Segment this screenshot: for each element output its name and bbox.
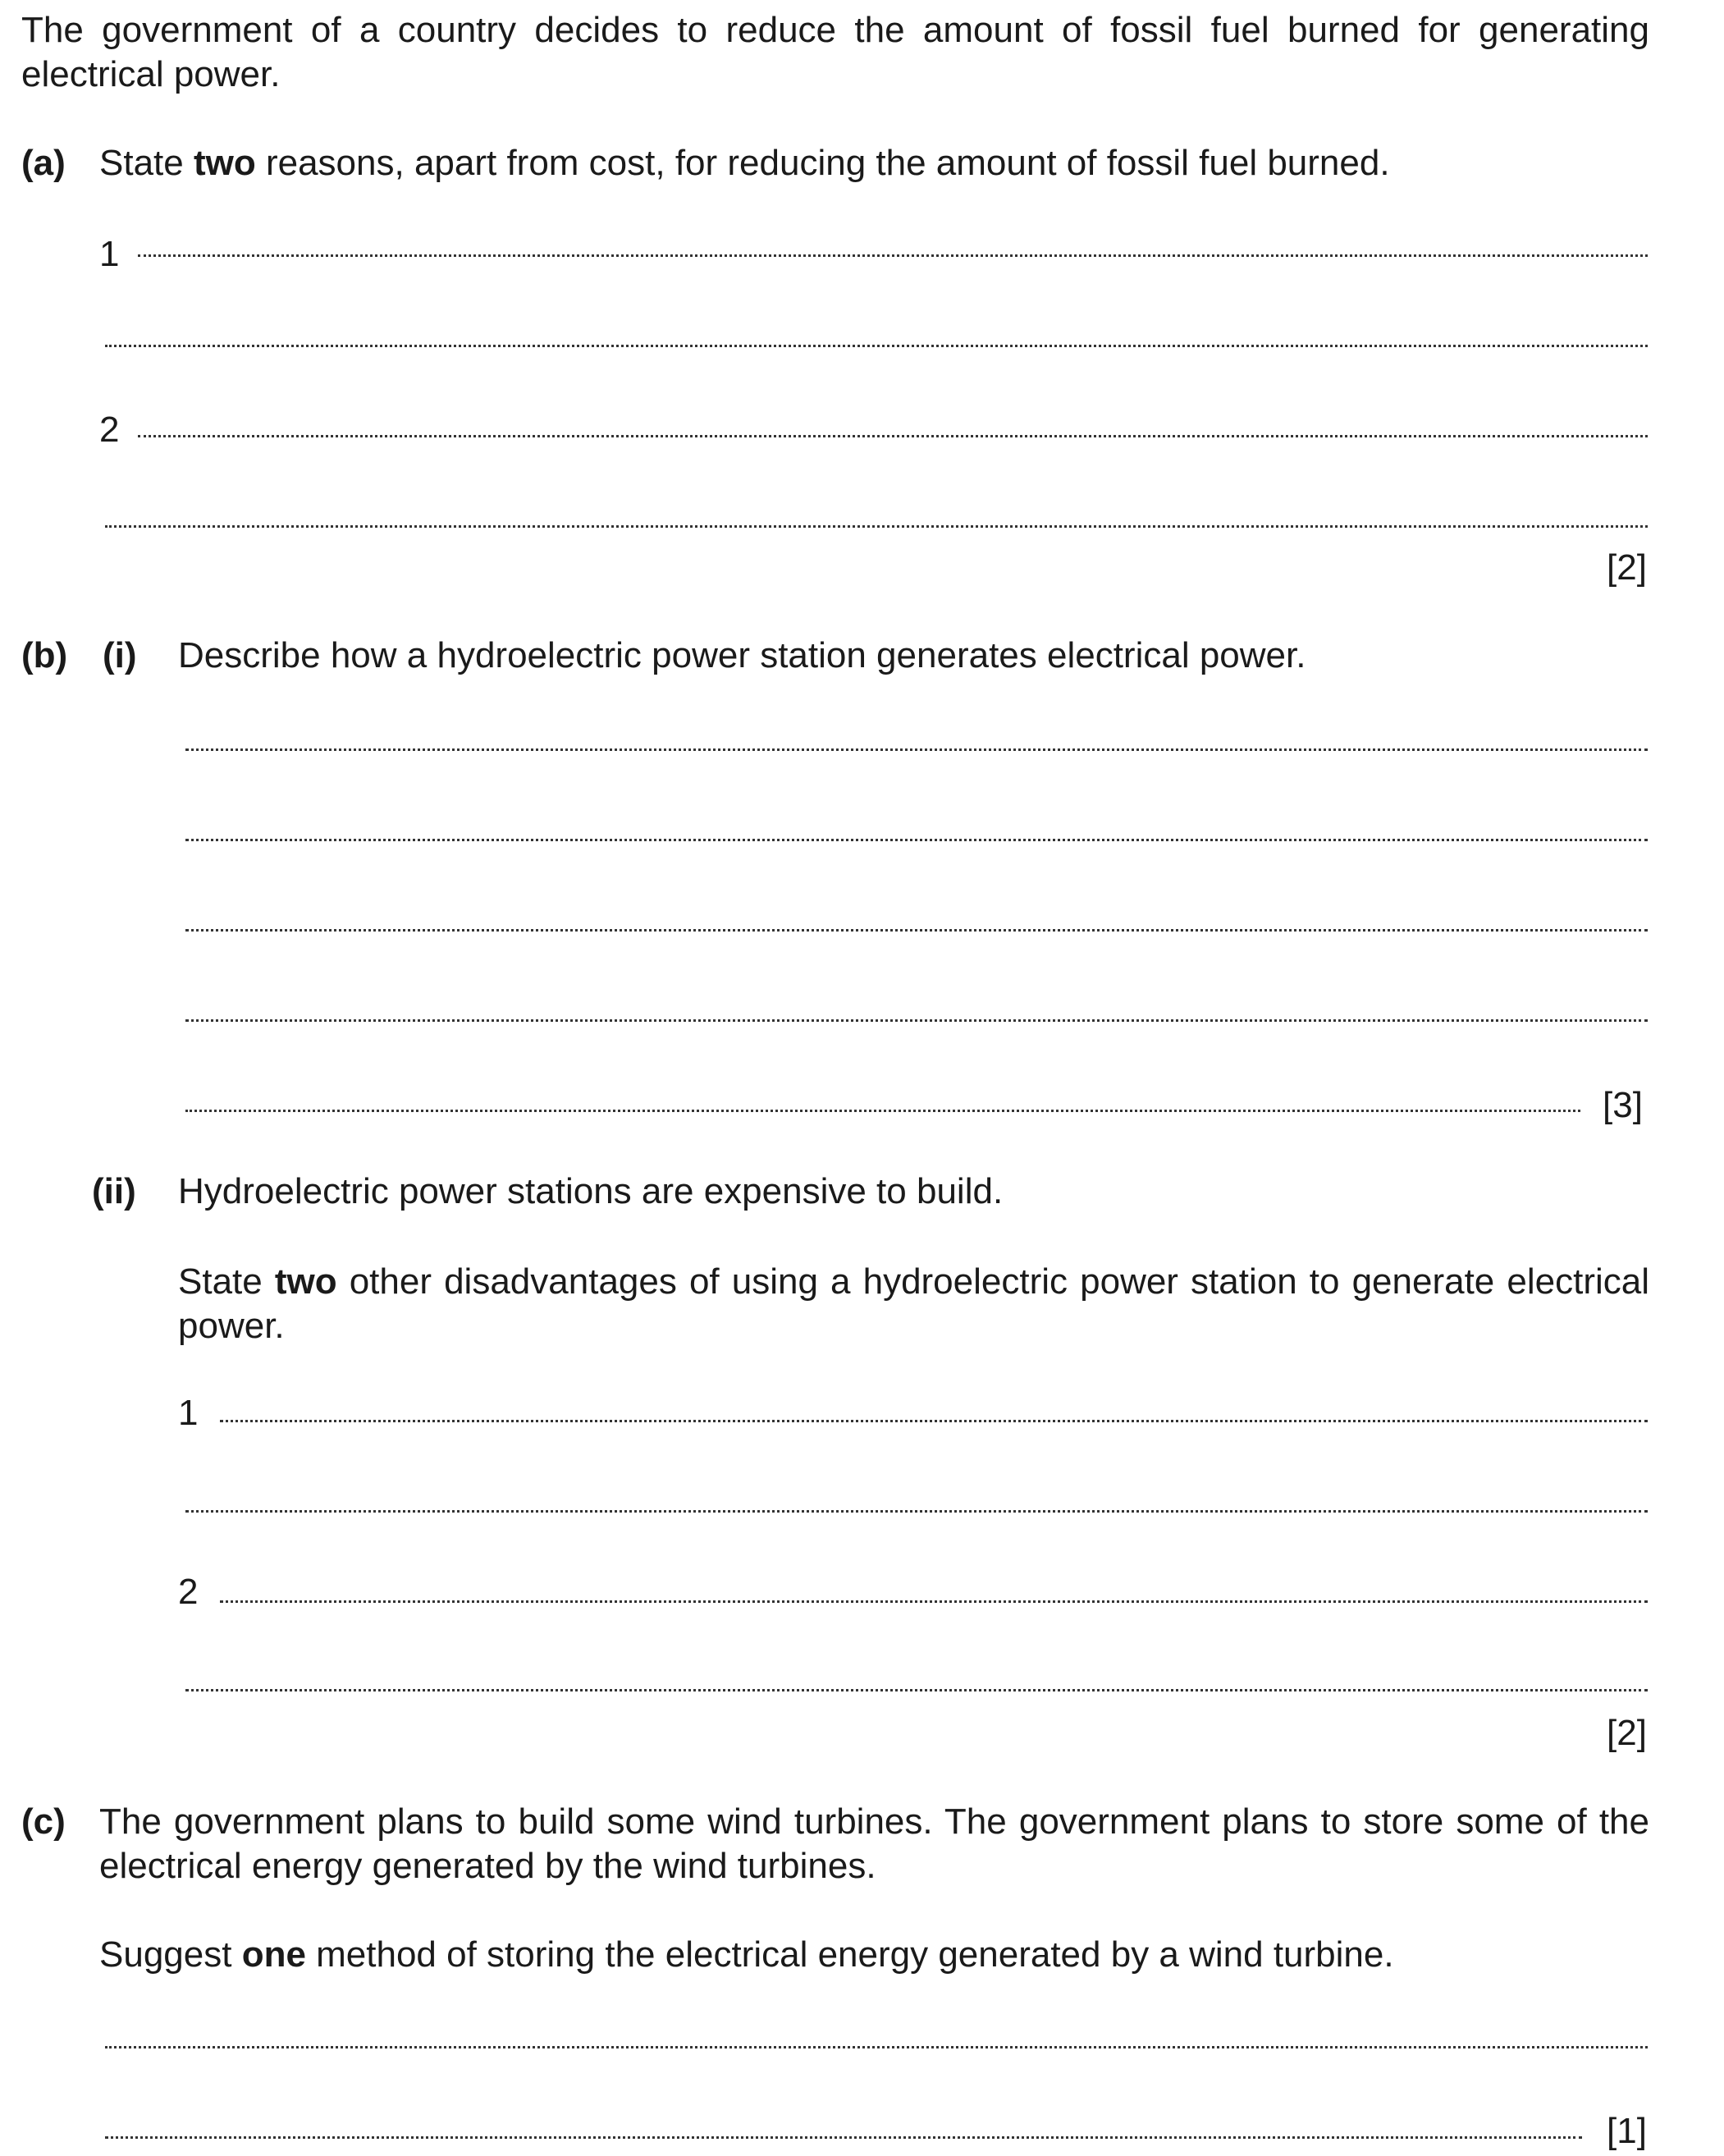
part-c-question-pre: Suggest (99, 1934, 242, 1975)
part-a-answer-line-4[interactable] (105, 525, 1648, 528)
part-b-i-label: (i) (103, 635, 137, 675)
part-b-ii-question-post: other disadvantages of using a hydroelectric power station to generate electrical power. (178, 1261, 1649, 1346)
part-b-ii-answer-line-4[interactable] (185, 1689, 1648, 1691)
part-a-answer-number-2: 2 (99, 410, 120, 450)
part-b-ii-marks: [2] (1607, 1713, 1647, 1753)
part-b-ii-answer-line-1[interactable] (220, 1420, 1648, 1422)
part-b-ii-label: (ii) (92, 1171, 136, 1211)
part-c-marks: [1] (1607, 2111, 1647, 2151)
part-c-question-post: method of storing the electrical energy generated by a wind turbine. (305, 1934, 1394, 1975)
part-a-answer-line-2[interactable] (105, 345, 1648, 347)
part-b-ii-answer-number-1: 1 (178, 1393, 199, 1433)
part-c-answer-line-2[interactable] (105, 2136, 1582, 2139)
part-c-question (99, 1933, 1394, 1977)
part-a-answer-line-1[interactable] (138, 254, 1648, 257)
part-b-ii-answer-number-2: 2 (178, 1572, 199, 1612)
part-b-i-answer-line-5[interactable] (185, 1110, 1580, 1112)
part-a-label: (a) (21, 143, 66, 183)
part-b-ii-statement: Hydroelectric power stations are expensive to build. (178, 1171, 1004, 1211)
part-a-marks: [2] (1607, 547, 1647, 588)
part-c-label: (c) (21, 1801, 66, 1842)
part-b-ii-question-pre: State (178, 1261, 275, 1302)
part-b-i-answer-line-2[interactable] (185, 839, 1648, 841)
part-a-answer-number-1: 1 (99, 234, 120, 274)
part-a-answer-line-3[interactable] (138, 435, 1648, 437)
part-c-text: The government plans to build some wind turbines. The government plans to store some of the electrical energy generated by the wind turbines. (99, 1801, 1649, 1886)
part-b-label: (b) (21, 635, 68, 675)
part-a-question-bold: two (193, 143, 256, 183)
part-c-answer-line-1[interactable] (105, 2046, 1648, 2048)
part-b-i-answer-line-1[interactable] (185, 748, 1648, 751)
part-a-question-post: reasons, apart from cost, for reducing the amount of fossil fuel burned. (255, 143, 1390, 183)
part-b-i-question: Describe how a hydroelectric power station generates electrical power. (178, 635, 1306, 675)
part-b-ii-answer-line-2[interactable] (185, 1510, 1648, 1513)
part-b-ii-question (178, 1260, 1649, 1348)
part-b-i-answer-line-4[interactable] (185, 1019, 1648, 1022)
part-c-question-bold: one (241, 1934, 306, 1975)
part-a-question (99, 141, 1390, 185)
part-a-question-pre: State (99, 143, 194, 183)
part-b-i-marks: [3] (1603, 1085, 1643, 1125)
part-b-i-answer-line-3[interactable] (185, 929, 1648, 932)
part-b-ii-answer-line-3[interactable] (220, 1600, 1648, 1603)
part-b-ii-question-bold: two (274, 1261, 337, 1302)
intro-text: The government of a country decides to reduce the amount of fossil fuel burned for generating electrical power. (21, 10, 1649, 94)
